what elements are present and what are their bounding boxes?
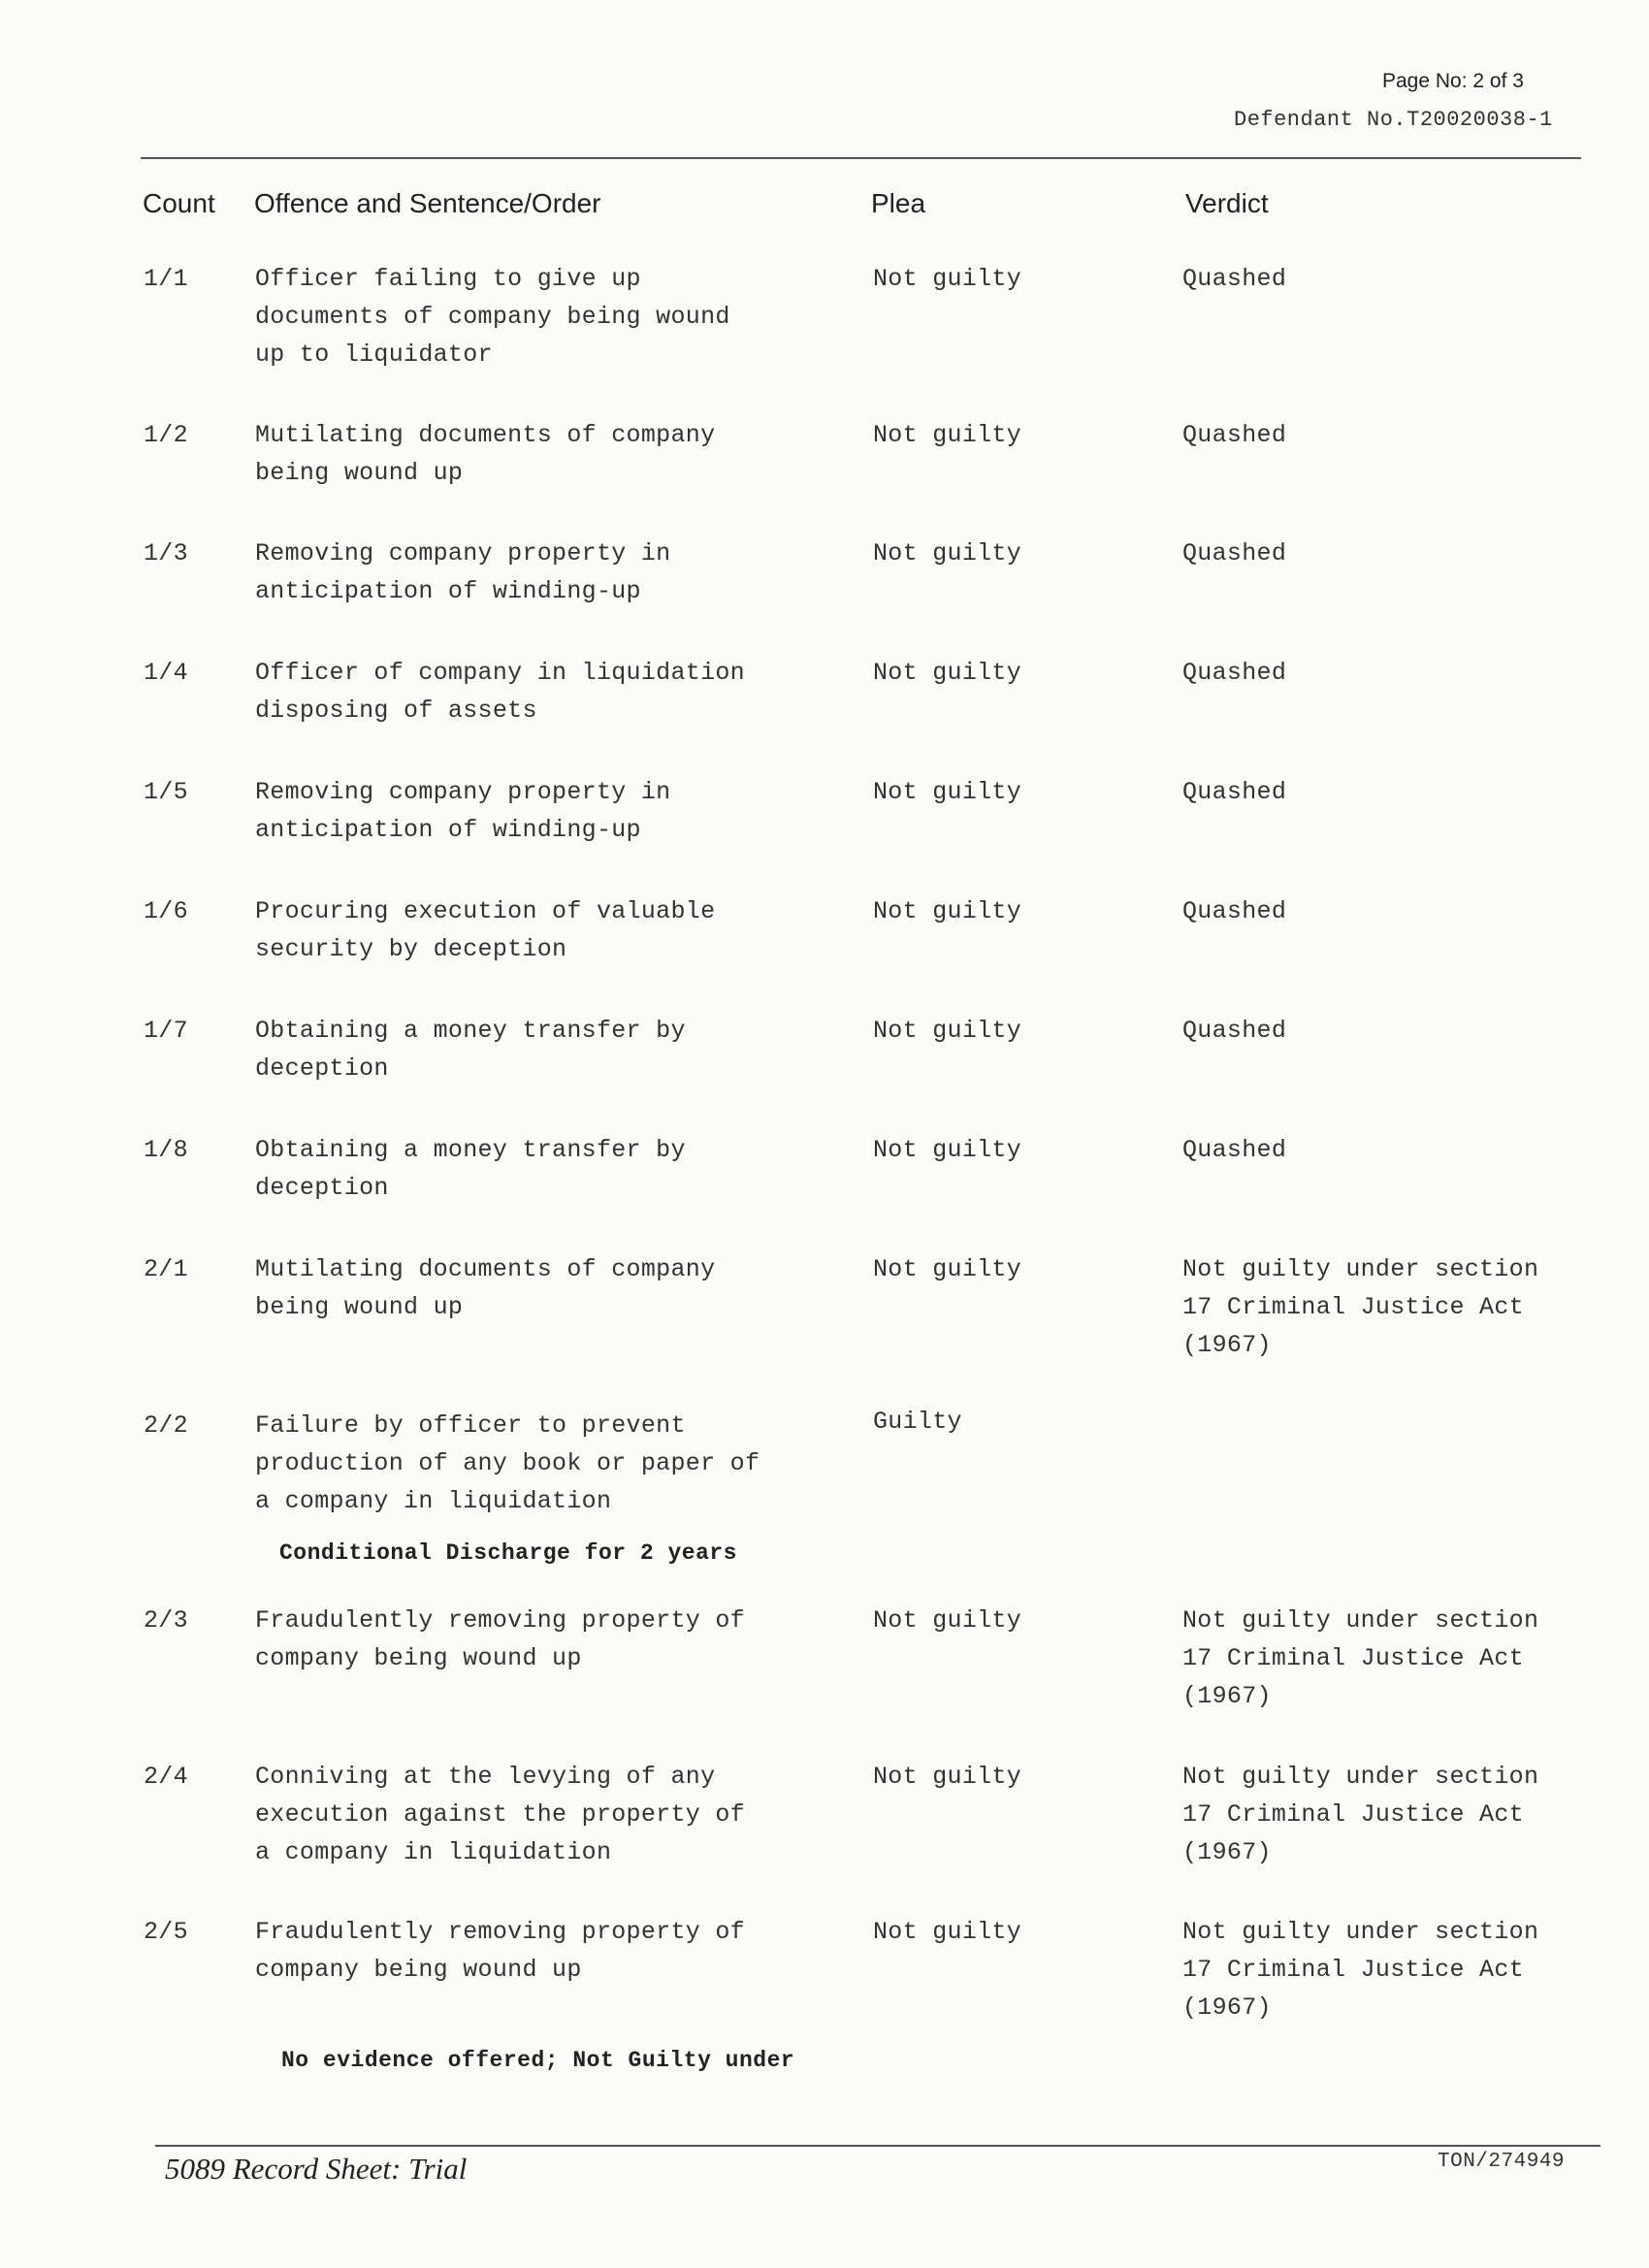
plea-cell: Not guilty [873, 1763, 1022, 1791]
verdict-cell: Quashed [1182, 897, 1287, 925]
verdict-cell: Quashed [1182, 539, 1287, 567]
count-cell: 1/1 [144, 265, 188, 293]
column-header-verdict: Verdict [1185, 188, 1269, 218]
verdict-cell: Quashed [1182, 421, 1287, 449]
offence-cell: Procuring execution of valuable security by deception [255, 897, 716, 963]
count-cell: 1/7 [144, 1017, 188, 1045]
verdict-cell: Quashed [1182, 265, 1287, 293]
count-cell: 1/6 [144, 897, 188, 925]
verdict-cell: Not guilty under section 17 Criminal Justice Act (1967) [1182, 1763, 1539, 1866]
count-cell: 1/8 [144, 1136, 188, 1164]
offence-cell: Fraudulently removing property of company being wound up [255, 1606, 745, 1672]
column-header-count: Count [143, 188, 215, 218]
offence-cell: Officer of company in liquidation disposing of assets [255, 659, 745, 725]
offence-cell: Obtaining a money transfer by deception [255, 1017, 686, 1083]
plea-cell: Not guilty [873, 1017, 1022, 1045]
offence-cell: Mutilating documents of company being wound up [255, 421, 716, 487]
header-divider [141, 157, 1581, 159]
offence-cell: Fraudulently removing property of company being wound up [255, 1918, 745, 1984]
offence-cell: Mutilating documents of company being wound up [255, 1255, 716, 1321]
verdict-cell: Quashed [1182, 778, 1287, 806]
column-header-offence: Offence and Sentence/Order [254, 188, 601, 218]
verdict-cell: Quashed [1182, 1017, 1287, 1045]
plea-cell: Guilty [873, 1408, 962, 1436]
page-number: Page No: 2 of 3 [1382, 70, 1524, 92]
plea-cell: Not guilty [873, 1255, 1022, 1283]
offence-cell: Obtaining a money transfer by deception [255, 1136, 686, 1202]
no-evidence-note: No evidence offered; Not Guilty under [281, 2048, 795, 2073]
count-cell: 2/5 [144, 1918, 188, 1946]
count-cell: 2/1 [144, 1255, 188, 1283]
plea-cell: Not guilty [873, 778, 1022, 806]
offence-cell: Conniving at the levying of any execution against the property of a company in liquidation [255, 1763, 745, 1866]
offence-cell: Removing company property in anticipation of winding-up [255, 778, 671, 844]
plea-cell: Not guilty [873, 421, 1022, 449]
plea-cell: Not guilty [873, 659, 1022, 687]
count-cell: 2/4 [144, 1763, 188, 1791]
count-cell: 2/2 [144, 1411, 188, 1440]
plea-cell: Not guilty [873, 539, 1022, 567]
plea-cell: Not guilty [873, 1606, 1022, 1635]
defendant-number: Defendant No.T20020038-1 [1234, 108, 1553, 132]
count-cell: 2/3 [144, 1606, 188, 1635]
verdict-cell: Not guilty under section 17 Criminal Justice Act (1967) [1182, 1606, 1539, 1710]
verdict-cell: Not guilty under section 17 Criminal Justice Act (1967) [1182, 1918, 1539, 2022]
plea-cell: Not guilty [873, 1136, 1022, 1164]
offence-cell: Removing company property in anticipation of winding-up [255, 539, 671, 605]
count-cell: 1/3 [144, 539, 188, 567]
footer-divider [155, 2145, 1600, 2147]
count-cell: 1/2 [144, 421, 188, 449]
column-header-plea: Plea [871, 188, 926, 218]
verdict-cell: Quashed [1182, 659, 1287, 687]
verdict-cell: Quashed [1182, 1136, 1287, 1164]
reference-number: TON/274949 [1438, 2151, 1566, 2173]
offence-cell: Officer failing to give up documents of company being wound up to liquidator [255, 265, 730, 369]
form-title: 5089 Record Sheet: Trial [165, 2152, 468, 2186]
sentence-note: Conditional Discharge for 2 years [279, 1540, 737, 1566]
count-cell: 1/4 [144, 659, 188, 687]
verdict-cell: Not guilty under section 17 Criminal Justice Act (1967) [1182, 1255, 1539, 1359]
plea-cell: Not guilty [873, 1918, 1022, 1946]
plea-cell: Not guilty [873, 897, 1022, 925]
offence-cell: Failure by officer to prevent production of any book or paper of a company in liquidation [255, 1411, 760, 1515]
count-cell: 1/5 [144, 778, 188, 806]
plea-cell: Not guilty [873, 265, 1022, 293]
